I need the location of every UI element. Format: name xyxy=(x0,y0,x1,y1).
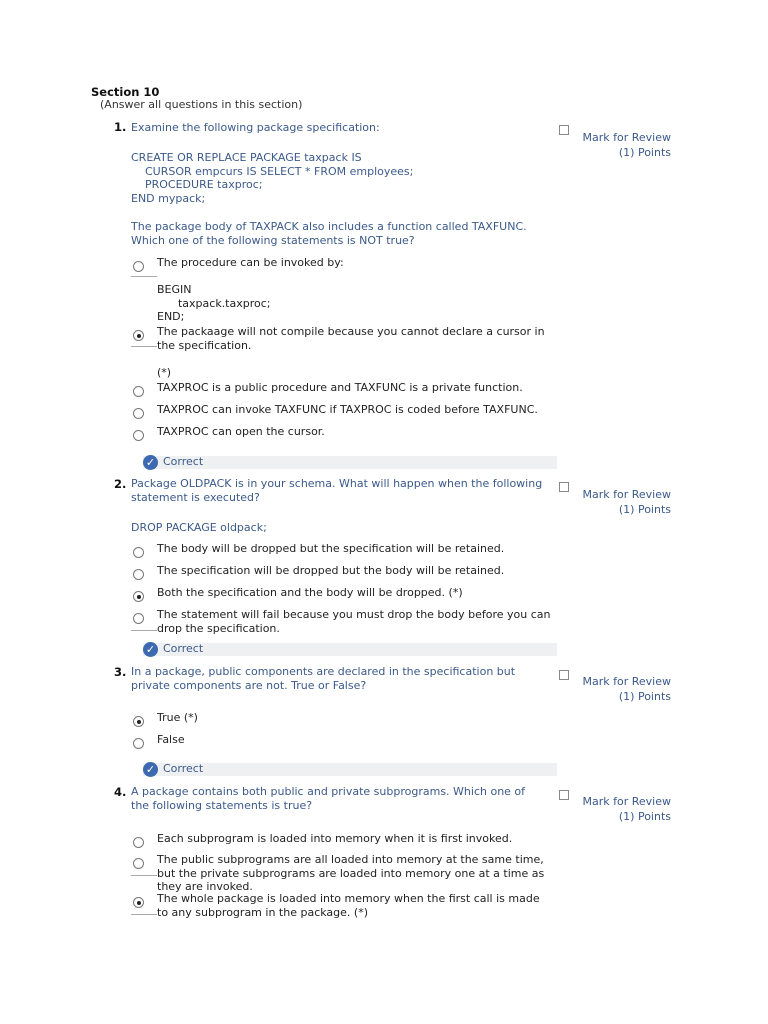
divider xyxy=(131,346,157,347)
result-bar xyxy=(143,456,557,469)
question-text-2: The package body of TAXPACK also includes a function called TAXFUNC. Which one of the following statements is NOT true? xyxy=(131,220,531,247)
radio-button[interactable] xyxy=(133,408,144,419)
question-number: 1. xyxy=(114,120,127,134)
radio-button-selected[interactable] xyxy=(133,330,144,341)
radio-button[interactable] xyxy=(133,738,144,749)
option-text: The procedure can be invoked by: BEGIN taxpack.taxproc; END; xyxy=(157,256,344,323)
code-block: DROP PACKAGE oldpack; xyxy=(131,521,267,534)
option-text: TAXPROC can open the cursor. xyxy=(157,425,325,438)
question-text: Examine the following package specification: xyxy=(131,121,380,134)
radio-button[interactable] xyxy=(133,261,144,272)
radio-button-selected[interactable] xyxy=(133,591,144,602)
radio-button[interactable] xyxy=(133,430,144,441)
option-text: The statement will fail because you must drop the body before you can drop the specification. xyxy=(157,608,554,635)
mark-for-review-label: Mark for Review (1) Points xyxy=(582,795,671,823)
radio-button[interactable] xyxy=(133,569,144,580)
option-text: The packaage will not compile because you cannot declare a cursor in the specification. (*) xyxy=(157,325,545,379)
result-text: Correct xyxy=(163,642,204,655)
option-text: Both the specification and the body will be dropped. (*) xyxy=(157,586,463,599)
check-icon: ✓ xyxy=(143,642,158,657)
option-text: Each subprogram is loaded into memory when it is first invoked. xyxy=(157,832,513,845)
mark-for-review-label: Mark for Review (1) Points xyxy=(582,131,671,159)
result-bar xyxy=(143,763,557,776)
radio-button-selected[interactable] xyxy=(133,716,144,727)
divider xyxy=(131,914,157,915)
mark-for-review-checkbox[interactable] xyxy=(559,125,569,135)
radio-button[interactable] xyxy=(133,386,144,397)
divider xyxy=(131,630,157,631)
result-text: Correct xyxy=(163,762,204,775)
check-icon: ✓ xyxy=(143,762,158,777)
section-title: Section 10 xyxy=(91,85,160,99)
question-text: A package contains both public and private subprograms. Which one of the following statements is true? xyxy=(131,785,529,812)
question-number: 2. xyxy=(114,477,127,491)
option-text: The public subprograms are all loaded into memory at the same time, but the private subprograms are loaded into memory one at a time as they are invoked. xyxy=(157,853,548,893)
section-subtitle: (Answer all questions in this section) xyxy=(100,98,303,111)
option-text: The specification will be dropped but the body will be retained. xyxy=(157,564,505,577)
code-block: CREATE OR REPLACE PACKAGE taxpack IS CURSOR empcurs IS SELECT * FROM employees; PROCEDURE taxproc; END mypack; xyxy=(131,151,414,205)
divider xyxy=(131,875,157,876)
mark-for-review-checkbox[interactable] xyxy=(559,670,569,680)
result-bar xyxy=(143,643,557,656)
option-text: False xyxy=(157,733,185,746)
option-text: The body will be dropped but the specification will be retained. xyxy=(157,542,505,555)
radio-button[interactable] xyxy=(133,858,144,869)
check-icon: ✓ xyxy=(143,455,158,470)
divider xyxy=(131,276,157,277)
radio-button-selected[interactable] xyxy=(133,897,144,908)
question-text: In a package, public components are declared in the specification but private components are not. True or False? xyxy=(131,665,519,692)
radio-button[interactable] xyxy=(133,547,144,558)
mark-for-review-checkbox[interactable] xyxy=(559,482,569,492)
radio-button[interactable] xyxy=(133,837,144,848)
option-text: TAXPROC can invoke TAXFUNC if TAXPROC is coded before TAXFUNC. xyxy=(157,403,538,416)
mark-for-review-label: Mark for Review (1) Points xyxy=(582,675,671,703)
question-number: 3. xyxy=(114,665,127,679)
mark-for-review-checkbox[interactable] xyxy=(559,790,569,800)
option-text: True (*) xyxy=(157,711,198,724)
option-text: TAXPROC is a public procedure and TAXFUNC is a private function. xyxy=(157,381,523,394)
result-text: Correct xyxy=(163,455,204,468)
question-text: Package OLDPACK is in your schema. What will happen when the following statement is executed? xyxy=(131,477,546,504)
question-number: 4. xyxy=(114,785,127,799)
mark-for-review-label: Mark for Review (1) Points xyxy=(582,488,671,516)
radio-button[interactable] xyxy=(133,613,144,624)
option-text: The whole package is loaded into memory when the first call is made to any subprogram in the package. (*) xyxy=(157,892,544,919)
